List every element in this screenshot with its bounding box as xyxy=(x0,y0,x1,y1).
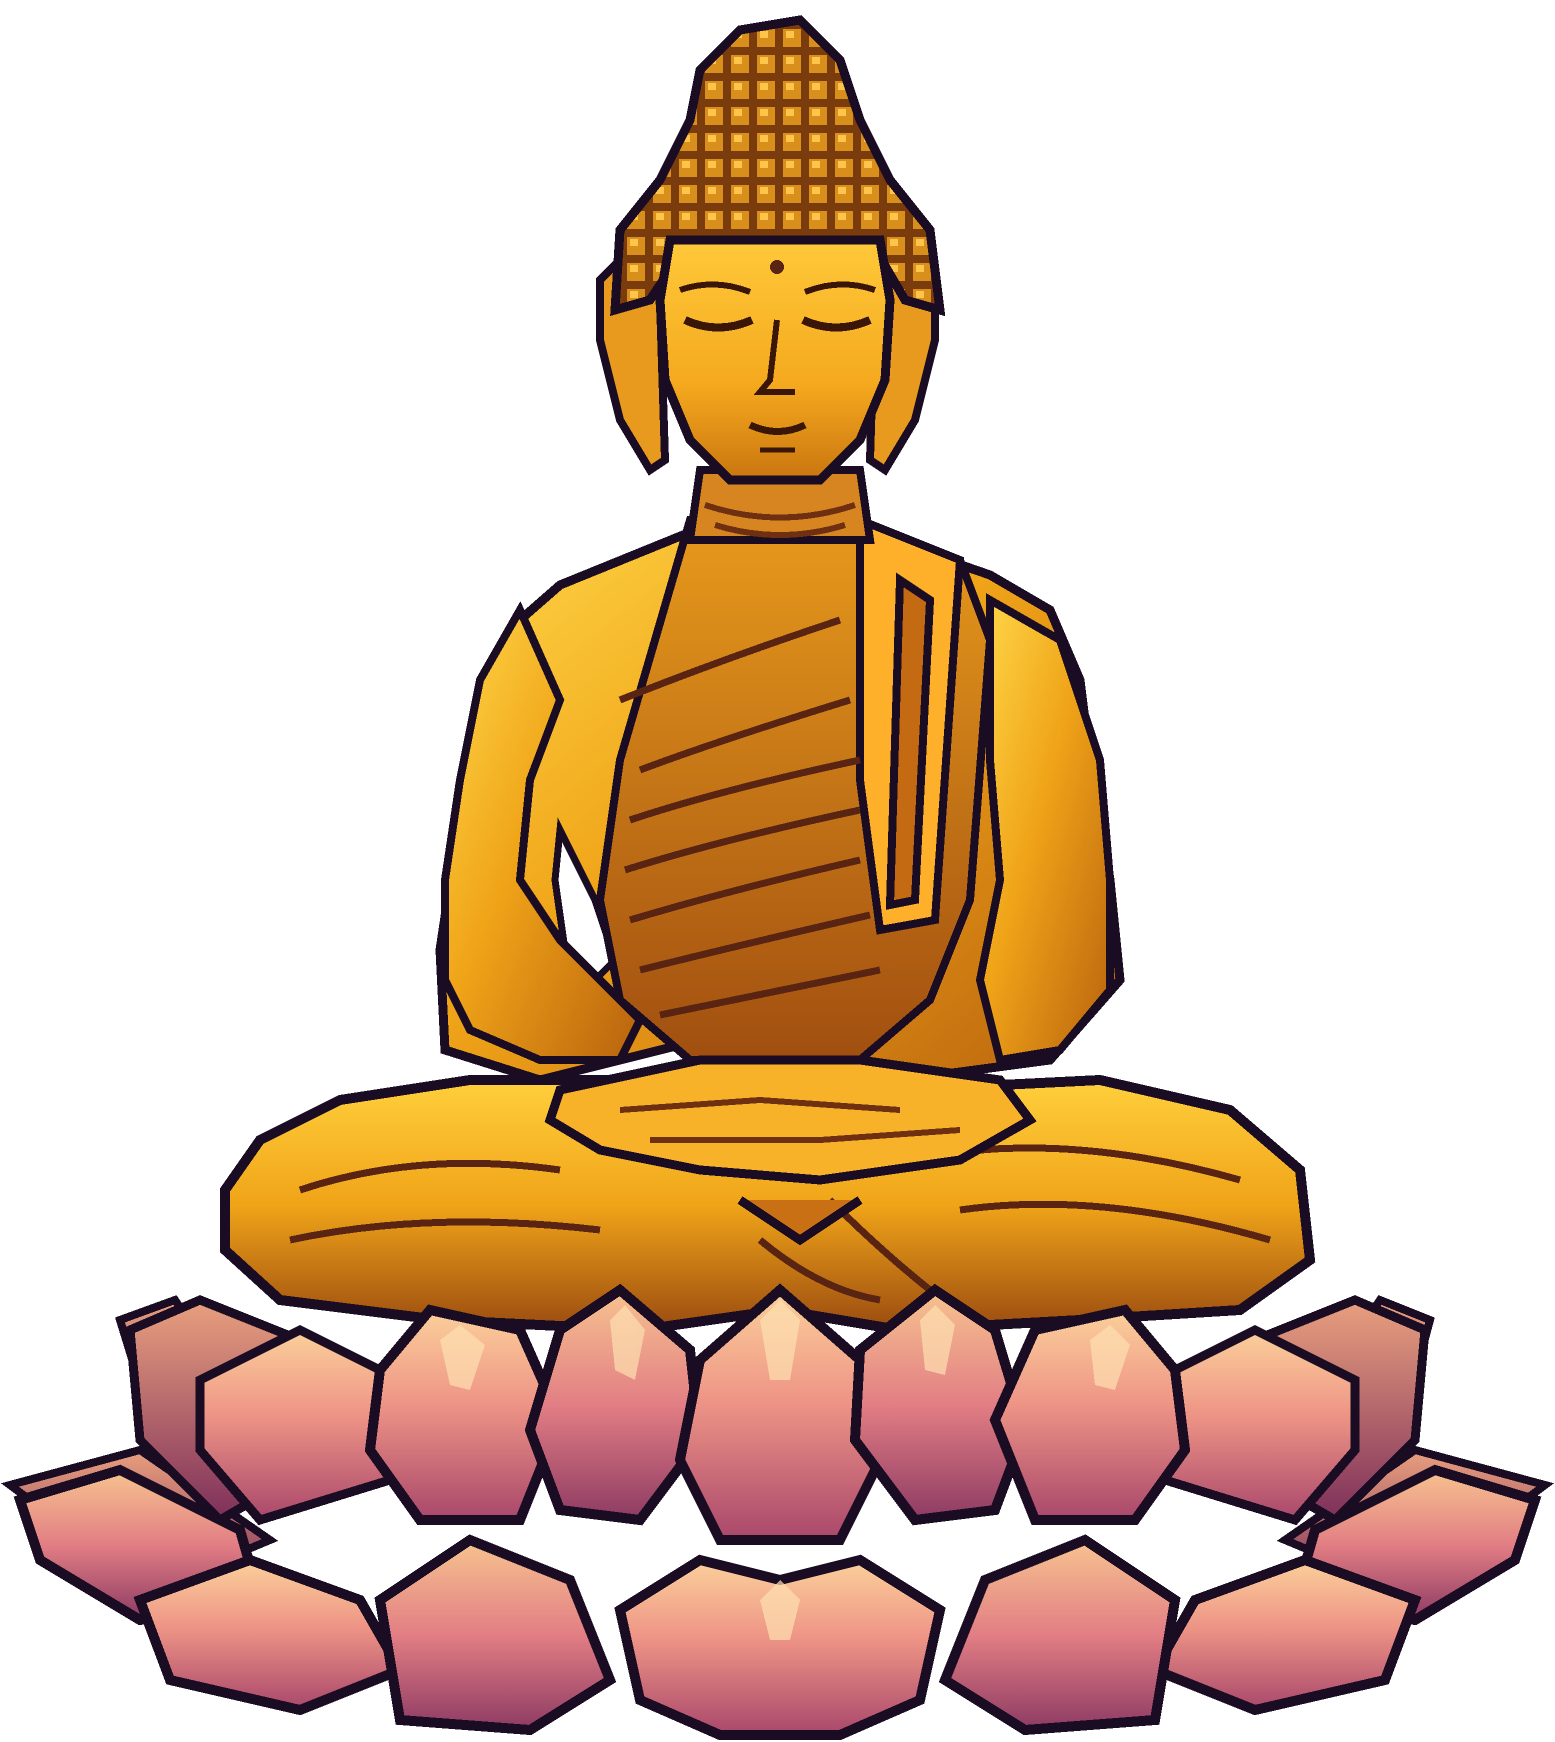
right-arm xyxy=(980,600,1110,1060)
